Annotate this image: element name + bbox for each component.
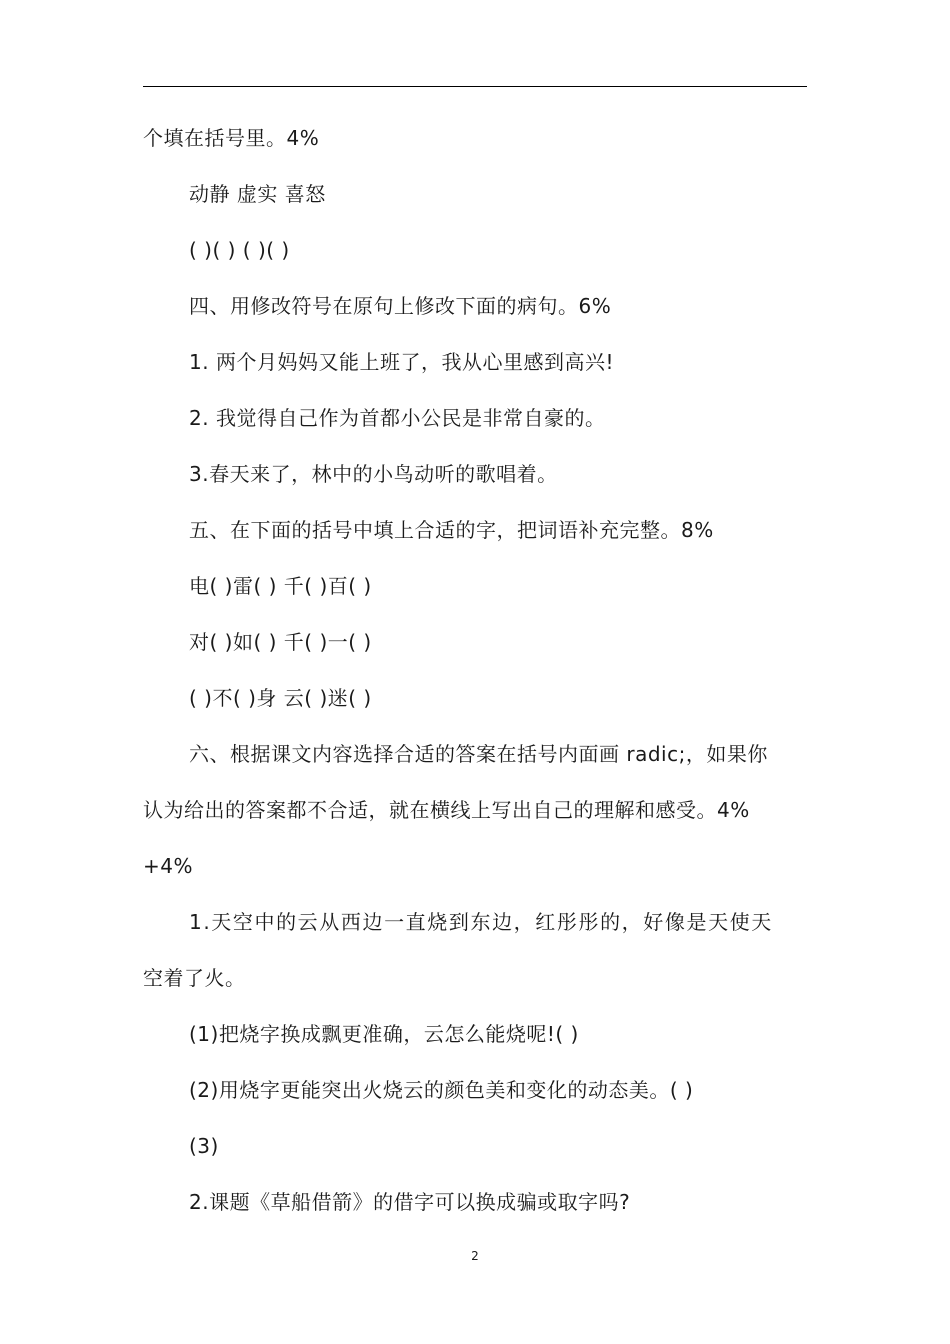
paragraph-line: 对( )如( ) 千( )一( ): [189, 630, 372, 654]
section-heading: 五、在下面的括号中填上合适的字，把词语补充完整。8%: [189, 518, 714, 542]
header-rule: [143, 86, 807, 87]
paragraph-line: 2.课题《草船借箭》的借字可以换成骗或取字吗?: [189, 1190, 631, 1214]
paragraph-line: 空着了火。: [143, 966, 246, 990]
paragraph-line: (2)用烧字更能突出火烧云的颜色美和变化的动态美。( ): [189, 1078, 694, 1102]
paragraph-line: (3): [189, 1134, 219, 1158]
paragraph-line: 电( )雷( ) 千( )百( ): [189, 574, 372, 598]
paragraph-line: 认为给出的答案都不合适，就在横线上写出自己的理解和感受。4%: [143, 798, 750, 822]
paragraph-line: ( )( ) ( )( ): [189, 238, 290, 262]
paragraph-line: 动静 虚实 喜怒: [189, 182, 326, 206]
section-heading: 四、用修改符号在原句上修改下面的病句。6%: [189, 294, 612, 318]
paragraph-line: 1. 两个月妈妈又能上班了，我从心里感到高兴!: [189, 350, 614, 374]
paragraph-line: ( )不( )身 云( )迷( ): [189, 686, 372, 710]
section-heading: 六、根据课文内容选择合适的答案在括号内面画 radic;，如果你: [189, 742, 768, 766]
paragraph-line: 2. 我觉得自己作为首都小公民是非常自豪的。: [189, 406, 606, 430]
page-number: 2: [471, 1249, 479, 1263]
document-body: [143, 118, 807, 1238]
paragraph-line: +4%: [143, 854, 193, 878]
paragraph-line: 1.天空中的云从西边一直烧到东边，红彤彤的，好像是天使天: [189, 910, 773, 934]
paragraph-line: (1)把烧字换成飘更准确，云怎么能烧呢!( ): [189, 1022, 579, 1046]
paragraph-line: 3.春天来了，林中的小鸟动听的歌唱着。: [189, 462, 558, 486]
paragraph-line: 个填在括号里。4%: [143, 126, 320, 150]
